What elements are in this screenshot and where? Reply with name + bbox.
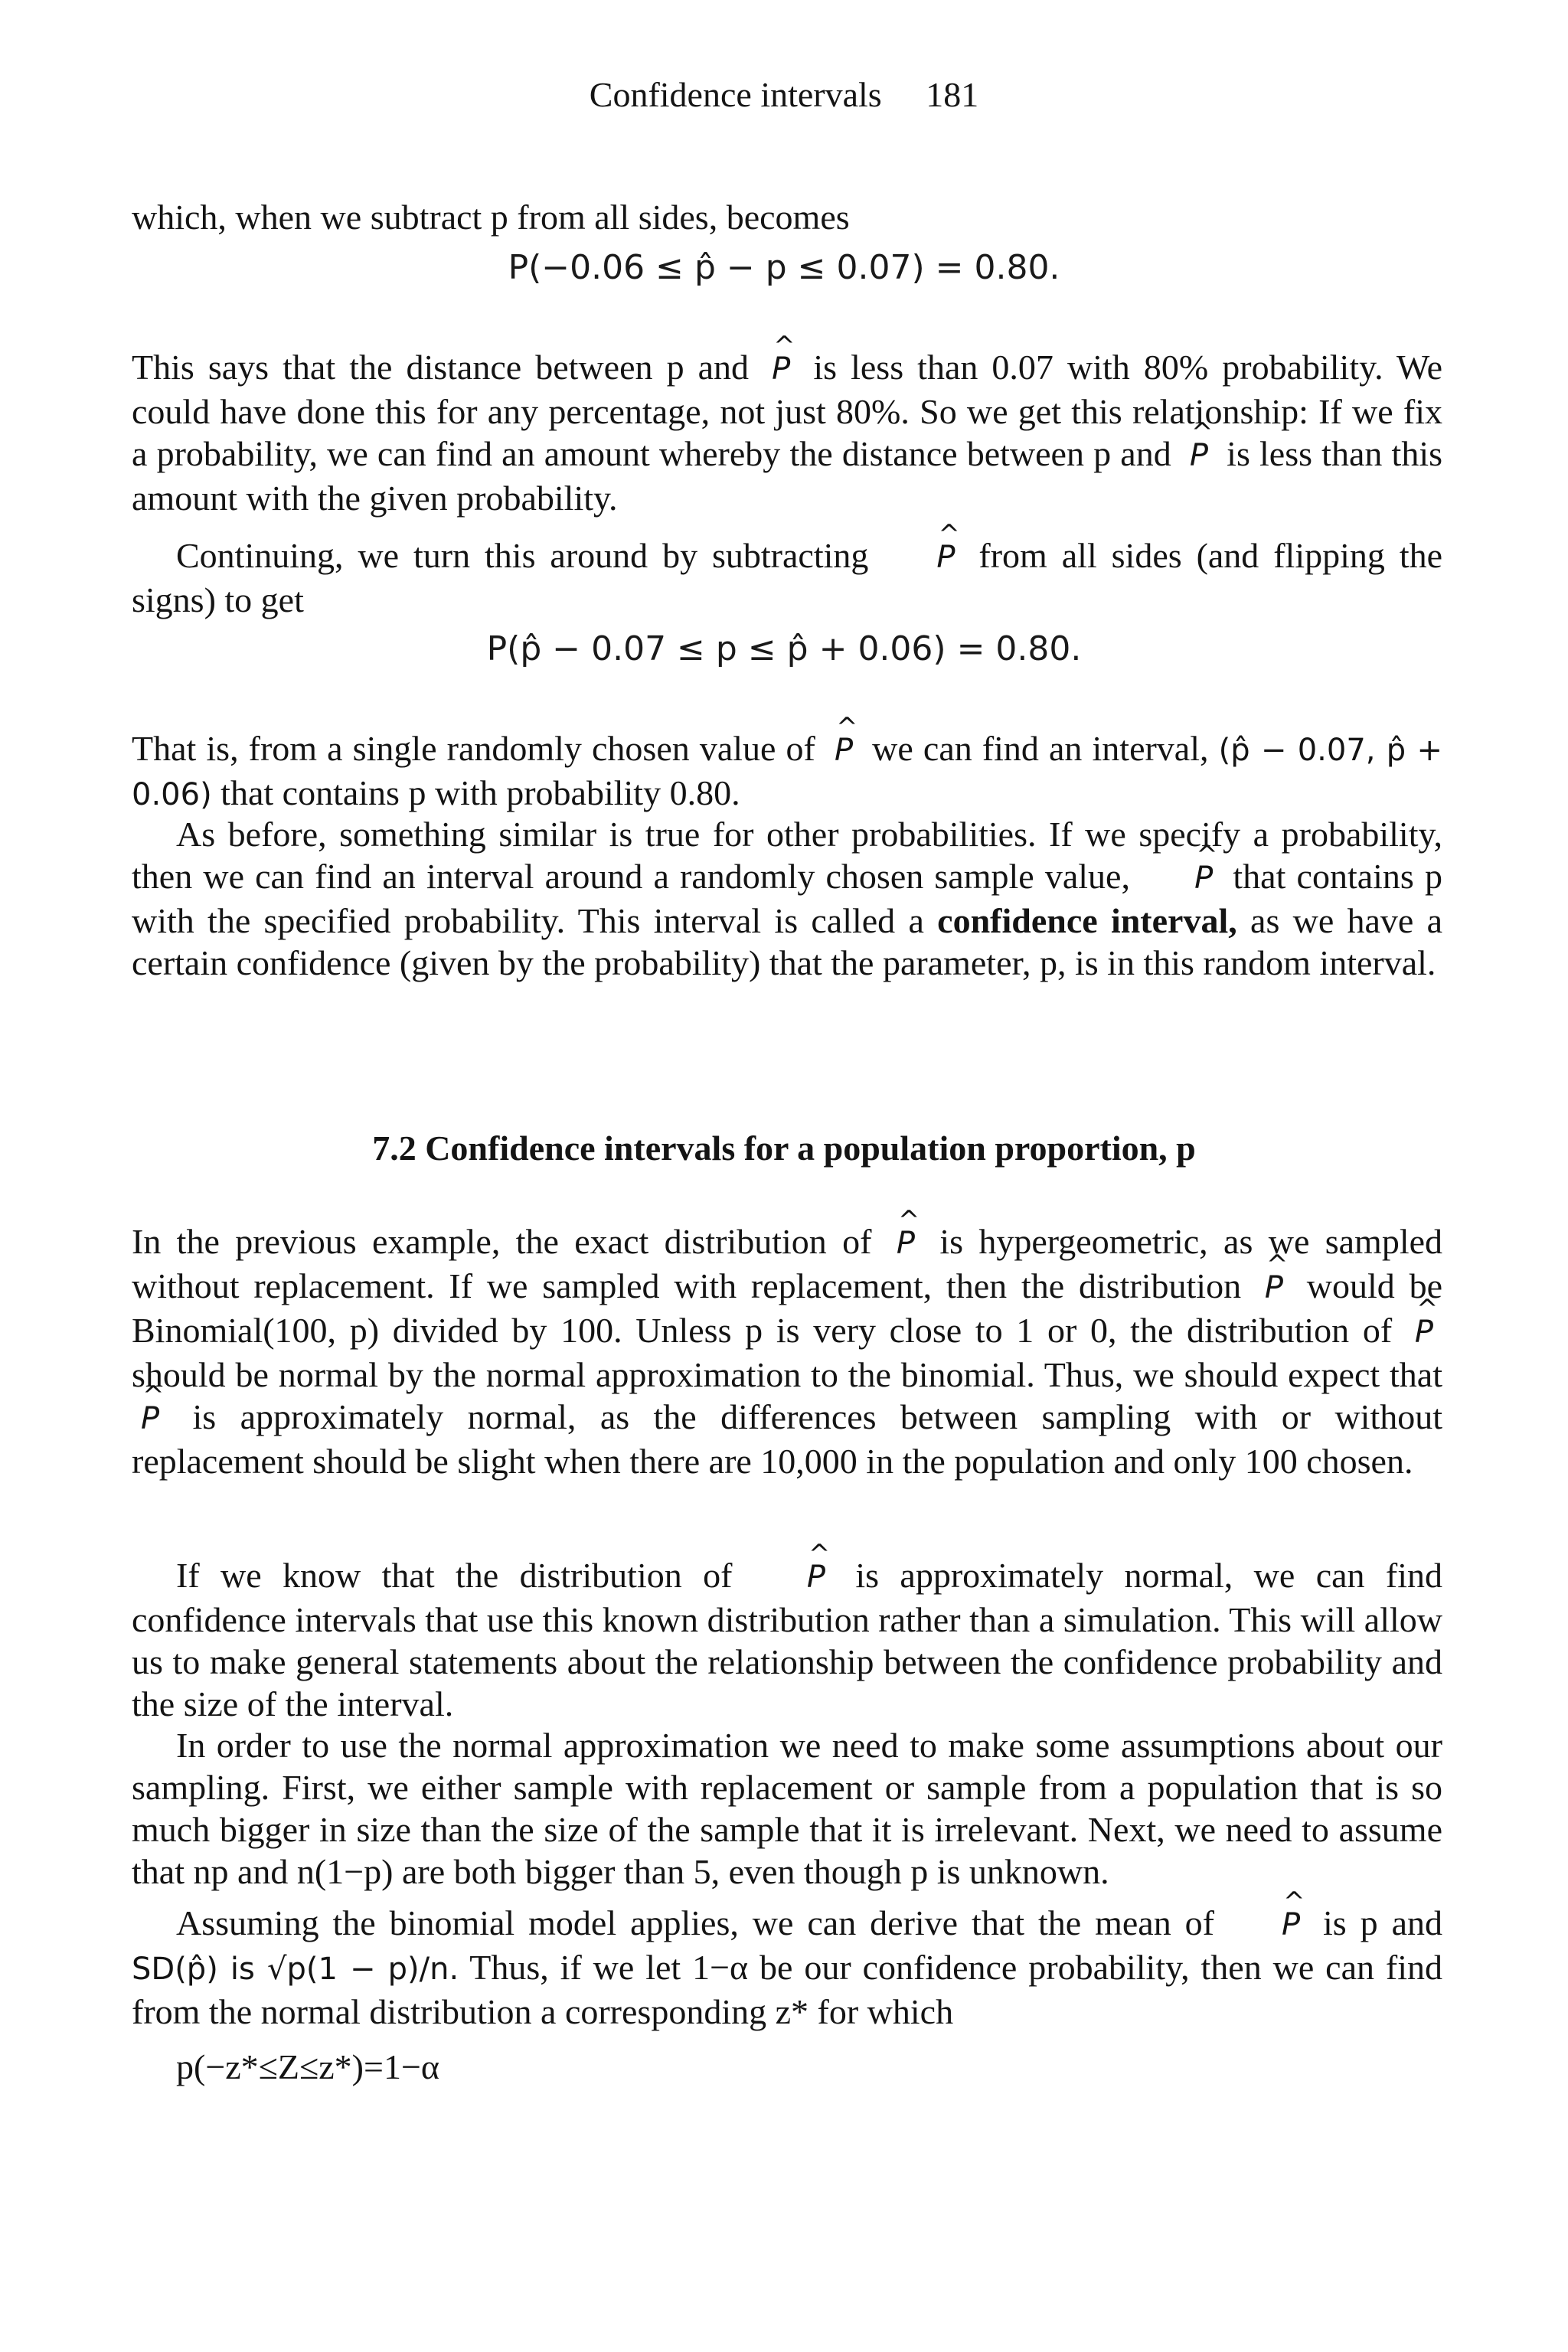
- paragraph-8-text: In order to use the normal approximation we need to make some assumptions about our sampling. First, we either sample with replacement or sample from a population that is so much bigger in size than the size of the sample that it is irrelevant. Next, we need to assume that np and n(1−p) are both bigger than 5, even though p is unknown.: [132, 1726, 1442, 1891]
- p-hat-symbol: ^ P: [892, 1223, 920, 1265]
- running-header: [0, 72, 1568, 118]
- p-hat-symbol: ^ P: [830, 730, 858, 772]
- paragraph-2-c: is less than this amount with the given probability.: [132, 434, 1443, 518]
- paragraph-4: [132, 727, 1442, 816]
- p-hat-symbol: ^ P: [1410, 1312, 1438, 1354]
- equation-3-block: [132, 2046, 1442, 2088]
- p-hat-symbol: ^ P: [1233, 1904, 1305, 1946]
- paragraph-9-c: Thus, if we let 1−α be our confidence probability, then we can find from the normal distribution a corresponding z* for which: [132, 1948, 1442, 2031]
- paragraph-5-c: as we have a certain confidence (given by the probability) that the parameter, p, is in this random interval.: [132, 901, 1443, 982]
- paragraph-6-e: is approximately normal, as the differences between sampling with or without replacement should be slight when there are 10,000 in the population and only 100 chosen.: [132, 1397, 1443, 1481]
- p-hat-symbol: ^ P: [136, 1398, 164, 1440]
- paragraph-4-a: That is, from a single randomly chosen value of: [132, 729, 815, 768]
- paragraph-6: [132, 1220, 1442, 1482]
- paragraph-3-a: Continuing, we turn this around by subtracting: [176, 536, 869, 575]
- p-hat-symbol: ^ P: [887, 537, 959, 579]
- paragraph-4-c: that contains p with probability 0.80.: [220, 773, 740, 812]
- paragraph-6-b: is hypergeometric, as we sampled without replacement. If we sampled with replacement, then the distribution: [132, 1222, 1443, 1305]
- equation-2: P(p̂ − 0.07 ≤ p ≤ p̂ + 0.06) = 0.80.: [486, 629, 1082, 668]
- p-hat-symbol: ^ P: [758, 1557, 830, 1599]
- page-number: 181: [926, 75, 979, 114]
- section-heading: 7.2 Confidence intervals for a population proportion, p: [372, 1129, 1196, 1168]
- paragraph-5-b: that contains p with the specified probability. This interval is called a: [132, 857, 1442, 940]
- p-hat-symbol: ^ P: [1260, 1267, 1288, 1309]
- p-hat-symbol: ^ P: [1145, 858, 1217, 900]
- paragraph-4-b: we can find an interval,: [872, 729, 1209, 768]
- paragraph-7-b: is approximately normal, we can find confidence intervals that use this known distribution rather than a simulation. This will allow us to make general statements about the relationship between the confidence probability and the size of the interval.: [132, 1556, 1443, 1723]
- paragraph-5: [132, 813, 1442, 984]
- equation-1: P(−0.06 ≤ p̂ − p ≤ 0.07) = 0.80.: [508, 248, 1060, 287]
- paragraph-9: [132, 1902, 1442, 2033]
- interval-expression: (p̂ − 0.07, p̂ + 0.06): [132, 733, 1443, 812]
- header-title: Confidence intervals: [589, 75, 882, 114]
- equation-3: p(−z*≤Z≤z*)=1−α: [176, 2047, 439, 2086]
- paragraph-6-a: In the previous example, the exact distribution of: [132, 1222, 872, 1261]
- paragraph-1-text: which, when we subtract p from all sides, becomes: [132, 198, 850, 237]
- paragraph-3: [132, 534, 1442, 621]
- paragraph-2-b: is less than 0.07 with 80% probability. We could have done this for any percentage, not just 80%. So we get this relationship: If we fix a probability, we can find an amount whereby the distance between p and: [132, 348, 1443, 473]
- sd-expression: SD(p̂) is √p(1 − p)/n.: [132, 1952, 459, 1987]
- paragraph-6-c: would be Binomial(100, p) divided by 100. Unless p is very close to 1 or 0, the distribution of: [132, 1266, 1442, 1350]
- paragraph-1: [132, 196, 1442, 238]
- paragraph-7: [132, 1554, 1442, 1725]
- paragraph-9-a: Assuming the binomial model applies, we can derive that the mean of: [176, 1903, 1214, 1942]
- paragraph-3-b: from all sides (and flipping the signs) to get: [132, 536, 1443, 619]
- p-hat-symbol: ^ P: [767, 348, 795, 390]
- paragraph-2-a: This says that the distance between p and: [132, 348, 750, 387]
- paragraph-7-a: If we know that the distribution of: [176, 1556, 733, 1595]
- paragraph-9-b: is p and: [1323, 1903, 1443, 1942]
- bold-term: confidence interval,: [937, 901, 1237, 940]
- paragraph-8: [132, 1724, 1442, 1893]
- p-hat-symbol: ^ P: [1185, 435, 1213, 477]
- paragraph-5-a: As before, something similar is true for other probabilities. If we specify a probability, then we can find an interval around a randomly chosen sample value,: [132, 815, 1442, 896]
- paragraph-6-d: should be normal by the normal approximation to the binomial. Thus, we should expect that: [132, 1355, 1442, 1394]
- paragraph-2: [132, 346, 1442, 519]
